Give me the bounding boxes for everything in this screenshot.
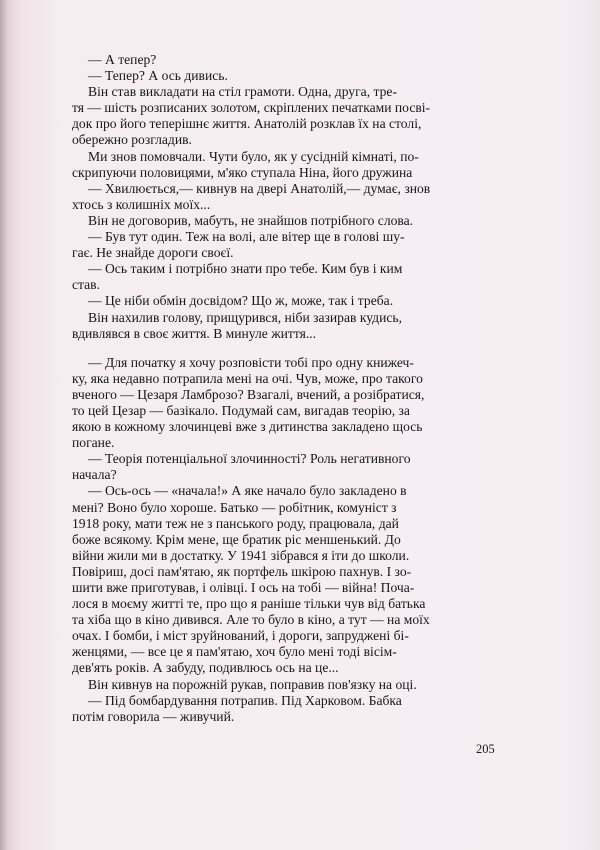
text-line: Ми знов помовчали. Чути було, як у сусідній кімнаті, по-	[88, 148, 419, 164]
text-line: гає. Не знайде дороги своєї.	[72, 245, 234, 261]
text-line: мені? Воно було хороше. Батько — робітник, комуніст з	[72, 499, 397, 515]
text-line: то цей Цезар — базікало. Подумай сам, вигадав теорію, за	[72, 402, 410, 418]
text-line: — Це ніби обмін досвідом? Що ж, може, так і треба.	[88, 293, 394, 309]
text-line: вдивлявся в своє життя. В минуле життя...	[72, 325, 317, 341]
text-line: обережно розгладив.	[72, 132, 192, 148]
text-line: начала?	[72, 467, 117, 483]
text-line: женцями, — все це я пам'ятаю, хоч було мені тоді вісім-	[72, 644, 397, 660]
text-line: лося в моєму житті те, про що я раніше тільки чув від батька	[72, 596, 426, 612]
text-line: — Хвилюється,— кивнув на двері Анатолій,— думає, знов	[88, 180, 431, 196]
page-binding-edge	[0, 0, 8, 850]
text-line: війни жили ми в достатку. У 1941 зібрався я іти до школи.	[72, 547, 410, 563]
text-line: потім говорила — живучий.	[72, 708, 235, 724]
page-number: 205	[476, 742, 495, 756]
text-line: Повіриш, досі пам'ятаю, як портфель шкірою пахнув. І зо-	[72, 563, 412, 579]
text-line: док про його теперішнє життя. Анатолій розклав їх на столі,	[72, 116, 422, 132]
text-line: — Тепер? А ось дивись.	[88, 68, 228, 84]
text-line: Він став викладати на стіл грамоти. Одна, друга, тре-	[88, 84, 397, 100]
text-line: Він нахилив голову, прищурився, ніби зазирав кудись,	[88, 309, 403, 325]
section-break	[88, 342, 500, 355]
text-line: погане.	[72, 435, 115, 451]
text-line: ку, яка недавно потрапила мені на очі. Чув, може, про такого	[72, 370, 423, 386]
text-line: шити вже приготував, і олівці. І ось на тобі — війна! Поча-	[72, 580, 415, 595]
text-line: — А тепер?	[88, 52, 157, 67]
text-line: хтось з колишніх моїх...	[72, 196, 211, 212]
text-line: вченого — Цезаря Ламброзо? Взагалі, вчений, а розібратися,	[72, 386, 425, 402]
text-line: та хіба що в кіно дивився. Але то було в кіно, а тут — на моїх	[72, 612, 430, 628]
text-line: Він кивнув на порожній рукав, поправив пов'язку на оці.	[88, 676, 417, 692]
text-line: скрипуючи половицями, м'яко ступала Ніна, його дружина	[72, 164, 413, 180]
text-line: дев'ять років. А забуду, подивлюсь ось на це...	[72, 660, 339, 676]
text-line: очах. І бомби, і міст зруйнований, і дороги, запруджені бі-	[72, 628, 409, 644]
text-line: — Теорія потенціальної злочинності? Роль негативного	[88, 451, 411, 467]
text-line: — Під бомбардування потрапив. Під Харковом. Бабка	[88, 692, 402, 708]
text-line: тя — шість розписаних золотом, скріплених печатками посві-	[72, 100, 431, 116]
page-text	[72, 52, 500, 725]
text-line: — Був тут один. Теж на волі, але вітер ще в голові шу-	[88, 229, 405, 245]
text-line: — Ось-ось — «начала!» А яке начало було закладено в	[88, 483, 407, 499]
text-line: став.	[72, 277, 100, 293]
text-line: 1918 року, мати теж не з панського роду, працювала, дай	[72, 515, 399, 531]
text-line: — Для початку я хочу розповісти тобі про одну книжеч-	[88, 354, 414, 370]
text-line: якою в кожному злочинцеві вже з дитинства закладено щось	[72, 419, 423, 435]
text-line: боже всякому. Крім мене, ще братик ріс меншенький. До	[72, 531, 401, 547]
text-line: — Ось таким і потрібно знати про тебе. Ким був і ким	[88, 261, 403, 277]
text-line: Він не договорив, мабуть, не знайшов потрібного слова.	[88, 212, 414, 228]
